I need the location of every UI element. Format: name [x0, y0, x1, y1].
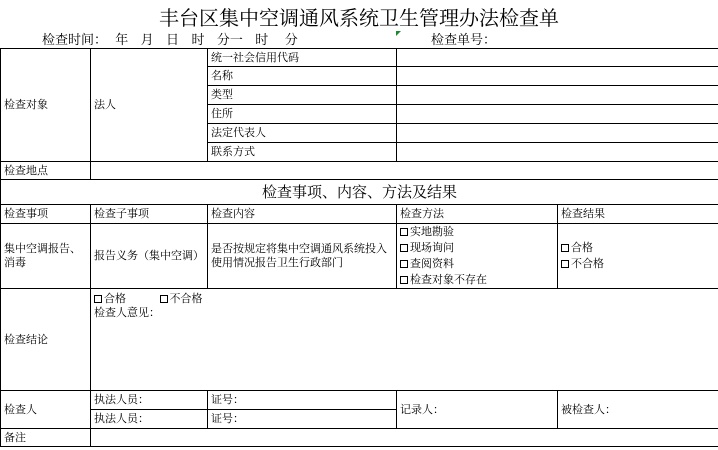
legal-person-label: 法人	[91, 49, 208, 162]
address-value[interactable]	[397, 105, 718, 124]
header-method: 检查方法	[397, 205, 558, 224]
field-legal-rep: 法定代表人	[208, 124, 397, 143]
contact-value[interactable]	[397, 143, 718, 162]
method-option-records[interactable]: 查阅资料	[400, 256, 554, 272]
form-number[interactable]: 检查单号：	[431, 33, 497, 48]
field-credit-code: 统一社会信用代码	[208, 49, 397, 67]
checkbox-icon[interactable]	[400, 244, 408, 252]
method-options	[397, 224, 558, 289]
conclusion-label: 检查结论	[1, 289, 91, 391]
cell-comment-marker	[396, 31, 401, 36]
recorder[interactable]: 记录人：	[397, 391, 558, 429]
conclusion-area[interactable]	[91, 289, 718, 391]
inspector-label: 检查人	[1, 391, 91, 429]
inspection-time[interactable]: 检查时间： 年 月 日 时 分一 时 分	[42, 33, 298, 48]
field-name: 名称	[208, 67, 397, 86]
conclusion-fail[interactable]: 不合格	[160, 292, 203, 306]
type-value[interactable]	[397, 86, 718, 105]
header-subitem: 检查子事项	[91, 205, 208, 224]
checkbox-icon[interactable]	[400, 228, 408, 236]
officer-2[interactable]: 执法人员：	[91, 410, 208, 429]
section-title: 检查事项、内容、方法及结果	[1, 180, 718, 205]
header-result: 检查结果	[558, 205, 718, 224]
remark-label: 备注	[1, 429, 91, 447]
form-title: 丰台区集中空调通风系统卫生管理办法检查单	[159, 6, 559, 30]
location-label: 检查地点	[1, 162, 91, 180]
remark-value[interactable]	[91, 429, 718, 447]
checkbox-icon[interactable]	[400, 260, 408, 268]
object-label: 检查对象	[1, 49, 91, 162]
checkbox-icon[interactable]	[160, 295, 168, 303]
field-contact: 联系方式	[208, 143, 397, 162]
opinion-label: 检查人意见：	[94, 306, 160, 319]
header-content: 检查内容	[208, 205, 397, 224]
name-value[interactable]	[397, 67, 718, 86]
cert-1[interactable]: 证号：	[208, 391, 397, 410]
location-value[interactable]	[91, 162, 718, 180]
method-option-not-exist[interactable]: 检查对象不存在	[400, 272, 554, 288]
item-sub: 报告义务（集中空调）	[91, 224, 208, 289]
header-item: 检查事项	[1, 205, 91, 224]
legal-rep-value[interactable]	[397, 124, 718, 143]
checkbox-icon[interactable]	[561, 260, 569, 268]
checkbox-icon[interactable]	[561, 244, 569, 252]
officer-1[interactable]: 执法人员：	[91, 391, 208, 410]
item-name: 集中空调报告、消毒	[1, 224, 91, 289]
field-address: 住所	[208, 105, 397, 124]
result-option-pass[interactable]: 合格	[561, 240, 715, 256]
checkbox-icon[interactable]	[400, 276, 408, 284]
conclusion-pass[interactable]: 合格	[94, 292, 126, 306]
inspectee[interactable]: 被检查人：	[558, 391, 718, 429]
method-option-survey[interactable]: 实地勘验	[400, 224, 554, 240]
cert-2[interactable]: 证号：	[208, 410, 397, 429]
item-content: 是否按规定将集中空调通风系统投入使用情况报告卫生行政部门	[208, 224, 397, 289]
checkbox-icon[interactable]	[94, 295, 102, 303]
inspection-table	[0, 48, 718, 447]
result-options	[558, 224, 718, 289]
field-type: 类型	[208, 86, 397, 105]
credit-code-value[interactable]	[397, 49, 718, 67]
method-option-inquiry[interactable]: 现场询问	[400, 240, 554, 256]
result-option-fail[interactable]: 不合格	[561, 256, 715, 272]
